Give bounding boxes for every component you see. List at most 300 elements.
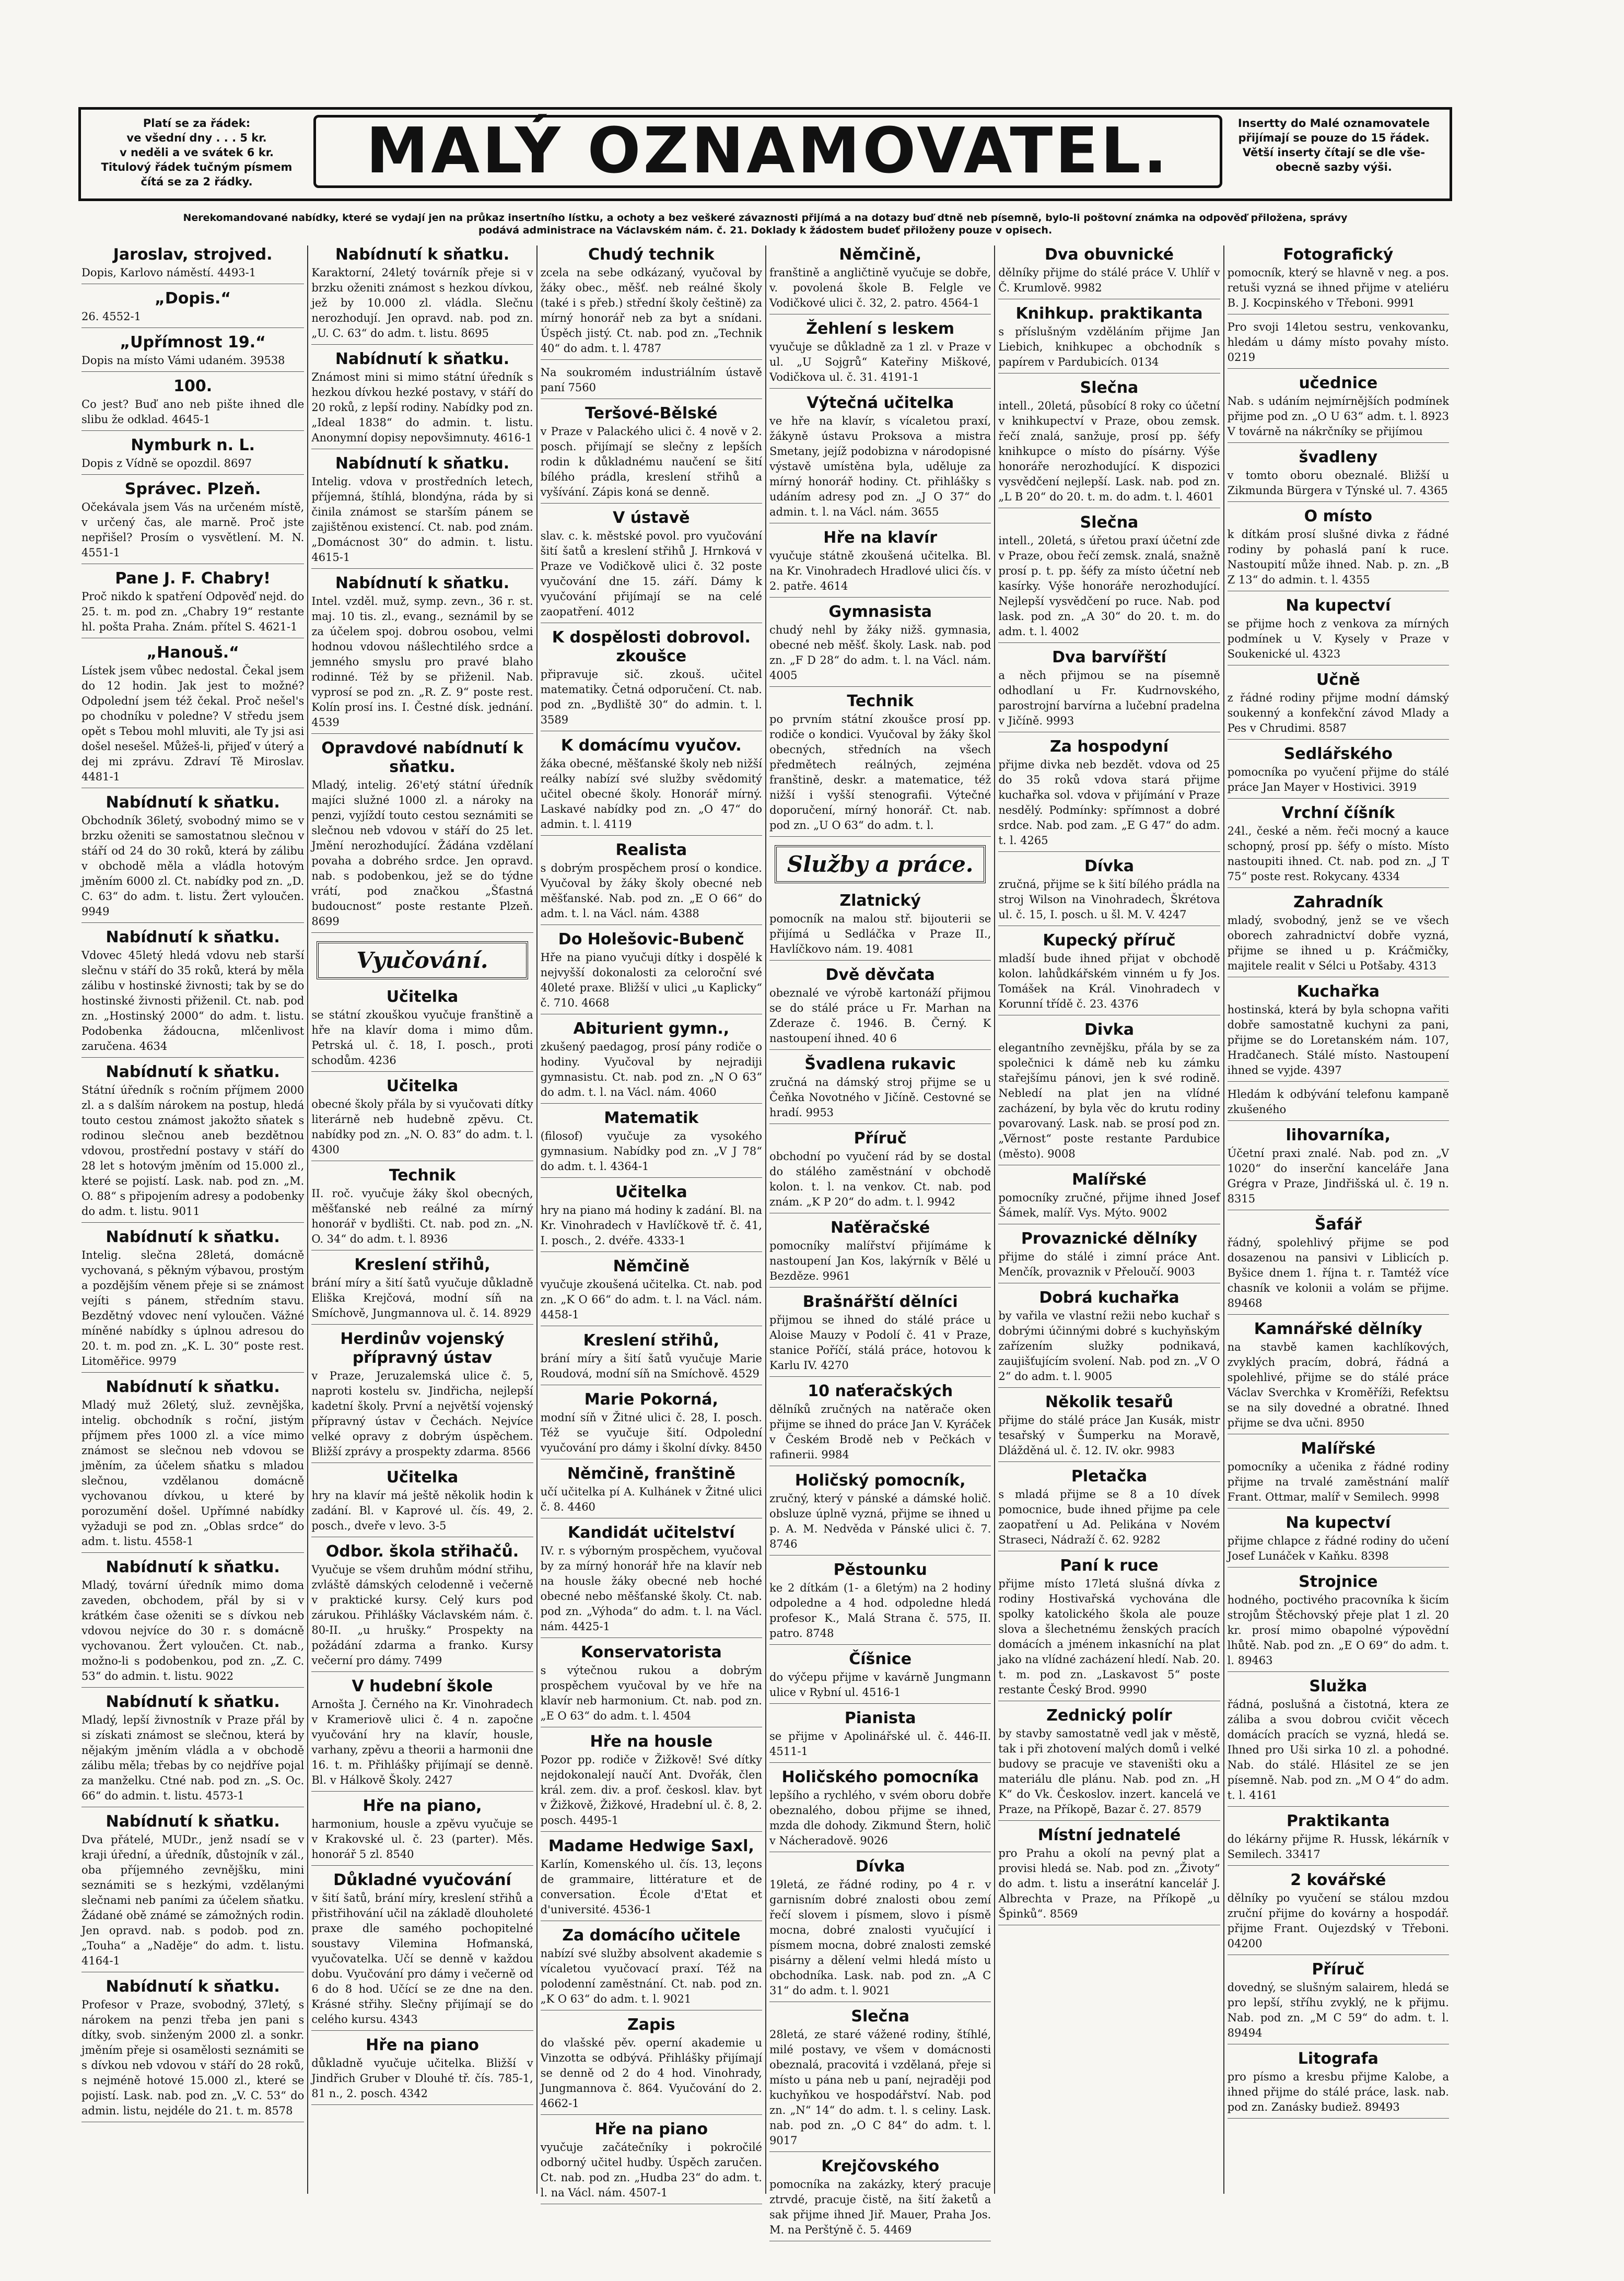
ad-text: vyučuje se důkladně za 1 zl. v Praze v ul. „U Sojgrů“ Kateřiny Miškové, Vodičkova ul. č. 31. 4191-1 bbox=[769, 341, 991, 383]
ad-text: harmonium, housle a zpěvu vyučuje se v Krakovské ul. č. 23 (parter). Měs. honorář 5 zl. 8540 bbox=[311, 1818, 533, 1861]
ad-text: Proč nikdo k spatření Odpověď nejd. do 25. t. m. pod zn. „Chabry 19“ restante hl. pošta Praha. Znám. přítel S. 4621-1 bbox=[81, 590, 305, 633]
classified-ad bbox=[1228, 1960, 1449, 2044]
ad-title: Dvě děvčata bbox=[825, 966, 935, 984]
classified-ad bbox=[1228, 1677, 1449, 1807]
rules-line: přijímají se pouze do 15 řádek. bbox=[1238, 132, 1430, 144]
classified-ad bbox=[311, 1330, 533, 1463]
ad-text: se státní zkouškou vyučuje franštině a hře na klavír doma i mimo dům. Petrská ul. č. 18, I. posch., proti schodům. 4236 bbox=[311, 1009, 533, 1067]
ad-column bbox=[765, 245, 994, 2236]
classified-ad bbox=[769, 1055, 991, 1124]
ad-text: do vlašské pěv. operní akademie u Vinzotta se odbývá. Přihlášky přijímají se denně od 2 do 4 hod. Vinohrady, Jungmannova č. 864. Vyučování do 2. 4662-1 bbox=[540, 2037, 762, 2110]
ad-title: Kandidát učitelství bbox=[568, 1524, 735, 1542]
ad-text: pomocníka po vyučení přijme do stálé práce Jan Mayer v Hostivici. 3919 bbox=[1227, 766, 1449, 793]
masthead-frame bbox=[78, 107, 1452, 201]
ad-text: se přijme hoch z venkova za mírných podmínek u V. Kysely v Praze v Soukenické ul. 4323 bbox=[1227, 617, 1449, 660]
ad-text: vyučuje zkoušená učitelka. Ct. nab. pod zn. „K O 66“ do adm. t. l. na Václ. nám. 4458-1 bbox=[540, 1278, 762, 1321]
ad-title: Nabídnutí k sňatku. bbox=[106, 1228, 280, 1246]
ad-text: zručná, přijme se k šití bílého prádla na stroj Wilson na Vinohradech, Škrétova ul. č. 15, I. posch. u šl. M. V. 4247 bbox=[998, 878, 1220, 921]
classified-ad bbox=[998, 1171, 1220, 1224]
ad-title: Nabídnutí k sňatku. bbox=[106, 1558, 280, 1576]
ad-text: vyučuje začátečníky i pokročilé odborný učitel hudby. Úspěch zaručen. Ct. nab. pod zn. „Hudba 23“ do adm. t. l. na Václ. nám. 4507-1 bbox=[540, 2141, 762, 2199]
ad-text: elegantního zevnějšku, přála by se za společnici k dámě neb ku zámku stařejšímu pánovi, jen k své rodině. Nebledí na plat jen na vlídné zacházení, by byla věc do krutu rodiny povarovaný. Lask. nab. se prosí pod zn. „Věrnost“ poste restante Pardubice (město). 9008 bbox=[998, 1042, 1220, 1160]
ad-text: nabízí své služby absolvent akademie s vícaletou vyučovací praxí. Též na polodenní zaměstnání. Ct. nab. pod zn. „K O 63“ do adm. t. l. 9021 bbox=[540, 1947, 762, 2005]
classified-ad bbox=[311, 1256, 533, 1325]
classified-ad bbox=[311, 574, 533, 734]
classified-ad bbox=[769, 1471, 991, 1555]
classified-ad bbox=[769, 2007, 991, 2152]
classified-ad bbox=[1228, 804, 1449, 888]
ad-text: k dítkám prosí slušné divka z řádné rodiny by pohaslá paní k ruce. Nastoupití může ihned. Nab. p. zn. „B Z 13“ do admin. t. l. 4355 bbox=[1227, 528, 1449, 586]
classified-ad bbox=[998, 1557, 1220, 1701]
ad-title: „Hanouš.“ bbox=[146, 644, 239, 662]
ad-title: Němčině, franštině bbox=[567, 1465, 735, 1483]
ad-text: zručný, který v pánské a dámské holič. obsluze úplně vyzná, přijme se ihned u p. A. M. Nedvěda v Pánské ulici č. 7. 8746 bbox=[769, 1492, 991, 1550]
ad-title: Hře na piano bbox=[594, 2120, 708, 2138]
classified-ad bbox=[998, 1393, 1220, 1462]
classified-ad bbox=[81, 569, 304, 638]
ad-text: Intel. vzděl. muž, symp. zevn., 36 r. st. maj. 10 tis. zl., evang., seznámil by se za účelem spoj. dobrou osobou, velmi hodnou vdovou nášlechtilého srdce a jemného smyslu pro pravé blaho rodinné. Též by se přiženil. Nab. vyprosí se pod zn. „R. Z. 9“ poste rest. Kolín prosí ins. I. Čestné dísk. jednání. 4539 bbox=[311, 595, 533, 729]
rules-line: Insertty do Malé oznamovatele bbox=[1237, 117, 1430, 130]
ad-text: slav. c. k. městské povol. pro vyučování šití šatů a kreslení střihů J. Hrnková v Praze ve Vodičkově ulici č. 32 poste vyučování dne 15. září. Dámy k vyučování přijímají se na celé zaopatření. 4012 bbox=[540, 530, 762, 618]
ad-column bbox=[994, 245, 1223, 2194]
classified-ad bbox=[1228, 745, 1449, 799]
ad-text: obeznalé ve výrobě kartonáží přijmou se do stálé práce u Fr. Marhan na Zderaze č. 1946. B. Černý. K nastoupení ihned. 40 6 bbox=[769, 987, 991, 1045]
price-line: ve všední dny . . . 5 kr. bbox=[126, 132, 267, 144]
ad-text: Dopis na místo Vámi udaném. 39538 bbox=[81, 354, 285, 367]
classified-ad bbox=[541, 365, 762, 399]
ad-text: s výtečnou rukou a dobrým prospěchem vyučoval by ve hře na klavír neb harmonium. Ct. nab. pod zn. „E O 63“ do adm. t. l. 4504 bbox=[540, 1664, 762, 1722]
classified-ad bbox=[541, 1733, 762, 1832]
ad-title: Nabídnutí k sňatku. bbox=[106, 1812, 280, 1831]
classified-ad bbox=[81, 480, 304, 564]
ad-text: s mladá přijme se 8 a 10 dívek pomocnice, bude ihned přijme pa cele zaopatření u Ad. Pelikána v Novém Straseci, Nádraží č. 62. 9282 bbox=[998, 1488, 1220, 1546]
classified-ad bbox=[311, 1797, 533, 1866]
classified-ad bbox=[769, 245, 991, 314]
ad-text: Co jest? Buď ano neb pište ihned dle slibu že odklad. 4645-1 bbox=[81, 398, 305, 426]
classified-ad bbox=[541, 1183, 762, 1252]
ad-title: Příruč bbox=[854, 1129, 907, 1148]
ad-text: na stavbě kamen kachlíkových, zvyklých pracím, dobrá, řádná a spolehlivé, přijme se do stálé práce Václav Sverchka v Kroměříži, Refektsu se na sily dovedné a obratné. Ihned přijme se dva učni. 8950 bbox=[1227, 1341, 1449, 1429]
ad-title: Realista bbox=[615, 841, 687, 859]
classified-ad bbox=[998, 857, 1220, 926]
ad-text: Arnošta J. Černého na Kr. Vinohradech v Krameriově ulici č. 4 n. započne vyučování hry na klavír, housle, varhany, zpěvu a theorii a harmonii dne 16. t. m. Přihlášky přijímají se denně. Bl. v Hálkově Školy. 2427 bbox=[311, 1698, 533, 1786]
ad-text: Dopis z Vídně se opozdil. 8697 bbox=[81, 457, 252, 470]
ad-text: ke 2 dítkám (1- a 6letým) na 2 hodiny odpoledne a 4 hod. odpoledne hledá profesor K., Malá Strana č. 575, II. patro. 8748 bbox=[769, 1582, 991, 1640]
classified-ad bbox=[541, 736, 762, 836]
ad-text: Mladý, intelig. 26'etý státní úředník majíci služné 1000 zl. a nároky na penzi, vyjíždí touto cestou seznámiti se slečnou neb vdovou v stáří do 25 let. Jmění nerozhodující. Žádána vzdělaní povaha a dobrého srdce. Jen opravd. nab. s podobenkou, jež se do týdne vrátí, pod značkou „Šťastná budoucnost“ poste restante Plzeň. 8699 bbox=[311, 779, 533, 928]
ad-title: švadleny bbox=[1299, 448, 1378, 466]
ad-title: Abiturient gymn., bbox=[573, 1020, 730, 1038]
classified-ad bbox=[998, 1706, 1220, 1821]
ad-column bbox=[1223, 245, 1452, 2194]
ad-title: Dívka bbox=[1084, 857, 1134, 875]
price-line: v neděli a ve svátek 6 kr. bbox=[119, 146, 274, 159]
ad-text: dělníky přijme do stálé práce V. Uhlíř v Č. Krumlově. 9982 bbox=[998, 266, 1220, 294]
ad-text: II. roč. vyučuje žáky škol obecných, měšťanské neb reálné za mírný honorář v bydlišti. Ct. nab. pod zn. „N. O. 34“ do adm. t. l. 8936 bbox=[311, 1187, 533, 1245]
ad-title: Správec. Plzeň. bbox=[124, 480, 261, 498]
classified-ad bbox=[541, 1390, 762, 1459]
ad-text: Dva přátelé, MUDr., jenž nsadí se v kraji úřední, a úředník, důstojník v zál., oba příjemného zevnějšku, mini seznámiti se s hezkými, vzdělanými slečnami neb paními za účelem sňatku. Žádané obě známé se zámožných rodin. Jen opravd. nab. s podob. pod zn. „Touha“ a „Naděje“ do adm. t. listu. 4164-1 bbox=[81, 1833, 305, 1967]
ad-title: lihovarníka, bbox=[1286, 1126, 1391, 1144]
ad-text: pomocník na malou stř. bijouterii se přijímá u Sedláčka v Praze II., Havlíčkovo nám. 19. 4081 bbox=[769, 913, 991, 955]
ad-text: pomocníky zručné, přijme ihned Josef Šámek, malíř. Vys. Mýto. 9002 bbox=[998, 1191, 1220, 1219]
section-heading: Služby a práce. bbox=[775, 845, 986, 883]
ad-title: Hře na piano bbox=[366, 2036, 479, 2054]
ad-text: Intelig. vdova v prostředních letech, příjemná, štíhlá, blondýna, ráda by si činila známost se starším pánem se zajištěnou existencí. Ct. nab. pod znám. „Domácnost 30“ do admin. t. listu. 4615-1 bbox=[311, 475, 533, 564]
classified-ad bbox=[81, 1812, 304, 1972]
ad-title: Pianista bbox=[844, 1709, 916, 1727]
ad-title: Strojnice bbox=[1299, 1573, 1378, 1591]
price-box bbox=[88, 116, 305, 194]
ad-title: Učně bbox=[1316, 671, 1360, 689]
classified-ad bbox=[541, 1643, 762, 1727]
ad-text: učí učitelka pí A. Kulhánek v Žitné ulici č. 8. 4460 bbox=[540, 1485, 762, 1513]
ad-text: Na soukromém industriálním ústavě paní 7560 bbox=[540, 366, 762, 394]
classified-ad bbox=[1228, 320, 1449, 369]
ad-title: Nabídnutí k sňatku. bbox=[335, 245, 510, 264]
ad-text: Lístek jsem vůbec nedostal. Čekal jsem do 12 hodin. Jak jest to možné? Odpolední jsem též čekal. Proč nešel's po chodníku v poledne? V středu jsem opět s Tebou mohl mluviti, ale Ty jsi asi došel nesešel. Můžeš-li, přijeď v úterý a dej mi zprávu. Zdraví Tě Miroslav. 4481-1 bbox=[81, 664, 305, 783]
ad-text: hry na klavír má ještě několik hodin k zadání. Bl. v Kaprové ul. čís. 49, 2. posch., dveře v levo. 3-5 bbox=[311, 1489, 533, 1532]
page-title: MALÝ OZNAMOVATEL. bbox=[313, 115, 1222, 188]
ad-text: mladý, svobodný, jenž se ve všech oborech zahradnictví dobře vyzná, přijme se ihned u p. Kráčmičky, majitele realit v Sélci u Potšaby. 4313 bbox=[1227, 914, 1449, 972]
ad-text: a něch přijmou se na písemně odhodlaní u Fr. Kudrnovského, parostrojní barvírna a lučební pradelna v Jičíně. 9993 bbox=[998, 669, 1220, 727]
ad-text: pomocník, který se hlavně v neg. a pos. retuši vyzná se ihned přijme v ateliéru B. J. Kocpinského v Třeboni. 9991 bbox=[1227, 266, 1449, 309]
ad-text: žáka obecné, měšťanské školy neb nižší reálky nabízí své služby svědomitý učitel obecné školy. Honorář mírný. Laskavé nabídky pod zn. „O 47“ do admin. t. l. 4119 bbox=[540, 757, 762, 830]
classified-ad bbox=[769, 603, 991, 687]
ad-title: Nymburk n. L. bbox=[131, 436, 255, 454]
classified-ad bbox=[998, 379, 1220, 508]
ad-title: Matematik bbox=[604, 1109, 699, 1127]
classified-ad bbox=[998, 245, 1220, 299]
section-heading: Vyučování. bbox=[317, 941, 528, 979]
classified-ad bbox=[769, 1382, 991, 1466]
ad-title: Slečna bbox=[1080, 379, 1139, 397]
ad-text: obecné školy přála by si vyučovati dítky literárně neb hudebně zpěvu. Ct. nabídky pod zn. „N. O. 83“ do adm. t. l. 4300 bbox=[311, 1098, 533, 1156]
ad-title: Odbor. škola střihačů. bbox=[325, 1542, 519, 1561]
ad-text: v Praze, Jeruzalemská ulice č. 5, naproti kostelu sv. Jindřicha, nejlepší kadetní školy. První a největší vojenský přípravný ústav v Čechách. Nejvíce velké opravy z dobrým úspěchem. Bližší zprávy a prospekty zdarma. 8566 bbox=[311, 1370, 533, 1458]
ad-text: v tomto oboru obeznalé. Bližší u Zikmunda Bürgera v Týnské ul. 7. 4365 bbox=[1227, 469, 1449, 497]
classified-ad bbox=[769, 1650, 991, 1704]
classified-ad bbox=[541, 628, 762, 731]
ad-title: Hře na housle bbox=[590, 1733, 713, 1751]
classified-ad bbox=[81, 436, 304, 475]
classified-ad bbox=[769, 1709, 991, 1763]
classified-ad bbox=[1228, 1087, 1449, 1121]
ad-title: „Upřímnost 19.“ bbox=[120, 333, 266, 352]
ad-title: Knihkup. praktikanta bbox=[1015, 305, 1203, 323]
ad-text: v šití šatů, brání míry, kreslení střihů a přistřihování učil na základě dlouholeté praxe dle samého pochopitelné soustavy Vilemina Hofmanská, vyučovatelka. Učí se denně v každou dobu. Vyučování pro dámy i večerně od 6 do 8 hod. Učící se ze dne na den. Krásné střihy. Slečny přijímají se do celého kursu. 4343 bbox=[311, 1892, 533, 2026]
ad-title: Marie Pokorná, bbox=[584, 1390, 718, 1409]
price-line: Platí se za řádek: bbox=[143, 117, 251, 130]
ad-text: do výčepu přijme v kavárně Jungmann ulice v Rybní ul. 4516-1 bbox=[769, 1671, 991, 1699]
classified-ad bbox=[769, 1768, 991, 1852]
ad-text: hry na piano má hodiny k zadání. Bl. na Kr. Vinohradech v Havlíčkově tř. č. 41, I. posch., 2. dvéře. 4333-1 bbox=[540, 1204, 762, 1247]
ad-title: Praktikanta bbox=[1286, 1812, 1390, 1830]
classified-ad bbox=[998, 931, 1220, 1015]
ad-text: Hledám k odbývání telefonu kampaně zkušeného bbox=[1227, 1088, 1449, 1116]
ad-title: Hře na piano, bbox=[363, 1797, 482, 1815]
ad-text: připravuje sič. zkouš. učitel matematiky. Četná odporučení. Ct. nab. pod zn. „Bydliště 30“ do admin. t. l. 3589 bbox=[540, 668, 762, 726]
ad-text: Vyučuje se všem druhům módní střihu, zvláště dámských celodenně i večerně v praktické kursy. Celý kurs pod zárukou. Přihlášky Václavském nám. č. 80-II. „u hrušky.“ Prospekty na požádání zdarma a franko. Kursy večerní pro dámy. 7499 bbox=[311, 1563, 533, 1667]
classified-ad bbox=[998, 1826, 1220, 1925]
classified-ad bbox=[998, 1021, 1220, 1165]
ad-text: mladší bude ihned přijat v obchodě kolon. lahůdkářském vinném u fy Jos. Tomášek na Král. Vinohradech v Korunní třídě č. 23. 4376 bbox=[998, 952, 1220, 1010]
ad-text: pro Prahu a okolí na pevný plat a provisi hledá se. Nab. pod zn. „Životy“ do adm. t. listu a inserátní kancelář J. Albrechta v Praze, na Příkopě „u Špinků“. 8569 bbox=[998, 1847, 1220, 1920]
ad-title: Šafář bbox=[1314, 1215, 1362, 1234]
classified-ad bbox=[769, 1857, 991, 2002]
classified-ad bbox=[1228, 1215, 1449, 1315]
ad-text: zcela na sebe odkázaný, vyučoval by žáky obec., měšť. neb reálné školy (také i s přeb.) střední školy češtině) za mírný honorář neb za byt a snídani. Úspěch jistý. Ct. nab. pod zn. „Technik 40“ do adm. t. l. 4787 bbox=[540, 266, 762, 355]
ad-text: z řádné rodiny přijme modní dámský soukenný a konfekční závod Mlady a Pes v Chrudimi. 8587 bbox=[1227, 692, 1449, 734]
ad-title: Příruč bbox=[1312, 1960, 1365, 1979]
classified-ad bbox=[81, 928, 304, 1058]
ad-title: 100. bbox=[173, 377, 213, 395]
ad-text: Státní úředník s ročním příjmem 2000 zl. a s dalším nárokem na postup, hledá touto cestou známost jakožto sňatek s rodinou slečnou aneb bezdětnou vdovou, prostřední postavy v stáří do 28 let s hotovým jměním od 15.000 zl., které se pojistí. Lask. nab. pod zn. „M. O. 88“ s připojením adresy a podobenky do adm. t. listu. 9011 bbox=[81, 1084, 305, 1218]
ad-text: s příslušným vzděláním přijme Jan Liebich, knihkupec a obchodník s papírem v Pardubicích. 0134 bbox=[998, 325, 1220, 368]
ad-title: Naťěračské bbox=[831, 1219, 930, 1237]
ad-text: přijme do stálé práce Jan Kusák, mistr tesařský v Šumperku na Moravě, Dlážděná ul. č. 12. IV. okr. 9983 bbox=[998, 1414, 1220, 1457]
ad-title: Němčině bbox=[613, 1257, 690, 1276]
ad-text: brání míry a šití šatů vyučuje důkladně Eliška Krejčová, modní síň na Smíchově, Jungmannova ul. č. 14. 8929 bbox=[311, 1277, 533, 1319]
classified-ad bbox=[1228, 1126, 1449, 1210]
price-line: čítá se za 2 řádky. bbox=[141, 176, 253, 188]
insert-rules-box bbox=[1225, 116, 1442, 194]
ad-text: zkušený paedagog, prosí pány rodiče o hodiny. Vyučoval by nejradiji gymnasistu. Ct. nab. pod zn. „N O 63“ do adm. t. l. na Václ. nám. 4060 bbox=[540, 1040, 762, 1098]
ad-title: Zapis bbox=[627, 2016, 675, 2034]
ad-title: Brašnářští dělníci bbox=[802, 1293, 958, 1311]
classified-ad bbox=[311, 988, 533, 1072]
rules-line: obecně sazby výši. bbox=[1276, 161, 1392, 173]
ad-title: Fotografický bbox=[1283, 245, 1394, 264]
ad-title: Několik tesařů bbox=[1045, 1393, 1174, 1411]
classified-ad bbox=[998, 738, 1220, 852]
classified-ad bbox=[311, 245, 533, 345]
ad-title: Nabídnutí k sňatku. bbox=[335, 454, 510, 473]
classified-ad bbox=[541, 930, 762, 1014]
classified-ad bbox=[311, 350, 533, 449]
ad-text: Známost mini si mimo státní úředník s hezkou dívkou hezké postavy, v stáří do 20 roků, z lepší rodiny. Nabídky pod zn. „Ideal 1838“ do admin. t. listu. Anonymní dopisy nepovšimnuty. 4616-1 bbox=[311, 371, 533, 444]
ad-title: Gymnasista bbox=[828, 603, 932, 621]
ad-title: Nabídnutí k sňatku. bbox=[335, 574, 510, 592]
ad-columns bbox=[78, 245, 1452, 2236]
ad-text: přijmou se ihned do stálé práce u Aloise Mauzy v Podolí č. 41 v Praze, stanice Poříčí, stálá práce, hotovou k Karlu IV. 4270 bbox=[769, 1314, 991, 1372]
ad-title: Na kupectví bbox=[1286, 1514, 1391, 1532]
ad-text: obchodní po vyučení rád by se dostal do stálého zaměstnání v obchodě kolon. t. l. na venkov. Ct. nab. pod znám. „K P 20“ do adm. t. l. 9942 bbox=[769, 1150, 991, 1208]
classified-ad bbox=[1228, 507, 1449, 591]
ad-title: Žehlení s leskem bbox=[806, 320, 955, 338]
classified-ad bbox=[769, 1129, 991, 1213]
ad-title: Dívka bbox=[855, 1857, 905, 1876]
ad-title: Němčině, bbox=[839, 245, 922, 264]
classified-ad bbox=[541, 1109, 762, 1178]
classified-ad bbox=[81, 1063, 304, 1223]
classified-ad bbox=[311, 1166, 533, 1250]
ad-text: intell., 20letá, s úřetou praxí účetní zde v Praze, obou řečí zemsk. znalá, snažně prosí p. t. pp. šéfy za místo účetní neb kasírky. Výše honoráře nerozhodující. Nejlepší vysvědčení po ruce. Nab. pod lask. pod zn. „A 30“ do 20. t. m. do adm. t. l. 4002 bbox=[998, 534, 1220, 638]
ad-title: Nabídnutí k sňatku. bbox=[106, 793, 280, 812]
ad-title: Technik bbox=[389, 1166, 456, 1185]
ad-text: Hře na piano vyučuji dítky i dospělé k nejvyšší dokonalosti za celoroční své 40leté praxe. Bližší v ulici „u Kaplicky“ č. 710. 4668 bbox=[540, 951, 762, 1009]
classified-ad bbox=[998, 1467, 1220, 1551]
classified-ad bbox=[998, 1289, 1220, 1388]
ad-title: Služka bbox=[1309, 1677, 1368, 1695]
ad-title: Holičský pomocník, bbox=[795, 1471, 966, 1490]
ad-text: intell., 20letá, působící 8 roky co účetní v knihkupectví v Praze, obou zemsk. řečí znalá, sanžuje, prosí pp. šéfy knihkupce o místo do písárny. Výše honoráře nerozhodující. K dispozici vysvědčení nejlepší. Lask. nab. pod zn. „L B 20“ do 20. t. m. do adm. t. l. 4601 bbox=[998, 400, 1220, 503]
classified-ad bbox=[81, 333, 304, 372]
ad-title: Krejčovského bbox=[821, 2157, 940, 2175]
ad-text: do lékárny přijme R. Hussk, lékárník v Semilech. 33417 bbox=[1227, 1833, 1449, 1861]
ad-title: Dva obuvnické bbox=[1044, 245, 1174, 264]
ad-text: řádná, poslušná a čistotná, ktera ze záliba a svou dobrou cvičit věcech domácích pracích se vyzná, hledá se. Ihned pro Uši sirka 10 zl. a pohodné. Nab. do stálé. Hlásitel ze se jen písemně. Nab. pod zn. „M O 4“ do adm. t. l. 4161 bbox=[1227, 1698, 1449, 1802]
ad-title: Za domácího učitele bbox=[562, 1926, 741, 1945]
classified-ad bbox=[1228, 1871, 1449, 1955]
classified-ad bbox=[1228, 982, 1449, 1082]
ad-text: brání míry a šití šatů vyučuje Marie Roudová, modní síň na Smíchově. 4529 bbox=[540, 1352, 762, 1380]
ad-title: Na kupectví bbox=[1286, 596, 1391, 615]
administration-notice: Nerekomandované nabídky, které se vydají jen na průkaz insertního lístku, a ochoty a bez veškeré závaznosti přijímá a na dotazy buď dtně neb písemně, bylo-li poštovní známka na odpověď přiložena, správy podává administrace na Václavském nám. č. 21. Doklady k žádostem budeť přiloženy pouze v opisech. bbox=[183, 212, 1348, 236]
ad-title: Opravdové nabídnutí k sňatku. bbox=[321, 739, 523, 776]
ad-text: Obchodník 36letý, svobodný mimo se v brzku oženiti se samostatnou slečnou v stáří od 24 do 30 roků, která by zálibu v obchodě měla a vládla hotovým jměním 6000 zl. Ct. nabídky pod zn. „D. C. 63“ do adm. t. listu. Žert vyloučen. 9949 bbox=[81, 814, 305, 918]
classified-ad bbox=[541, 2016, 762, 2115]
ad-text: zručná na dámský stroj přijme se u Čeňka Novotného v Jičíně. Cestovné se hradí. 9953 bbox=[769, 1076, 991, 1119]
classified-ad bbox=[769, 692, 991, 837]
classified-ad bbox=[541, 1020, 762, 1104]
classified-ad bbox=[1228, 1514, 1449, 1568]
ad-text: po prvním státní zkoušce prosí pp. rodiče o kondici. Vyučoval by žáky škol obecných, středních na všech předmětech reálných, zejména franštině, deskr. a matematice, též nižší i vyšší stenografii. Výtečné doporučení, mírný honorář. Ct. nab. pod zn. „U O 63“ do adm. t. l. bbox=[769, 713, 991, 832]
classified-ad bbox=[998, 1230, 1220, 1283]
ad-text: Pozor pp. rodiče v Žižkově! Své dítky nejdokonalejí naučí Ant. Dvořák, člen král. zem. div. a prof. českosl. klav. byt v Žižkově, Žižkové, Hradební ul. č. 8, 2. posch. 4495-1 bbox=[540, 1753, 762, 1827]
classified-ad bbox=[81, 1978, 304, 2122]
ad-text: Karlín, Komenského ul. čís. 13, leçons de grammaire, littérature et de conversation. École d'Etat et d'université. 4536-1 bbox=[540, 1858, 762, 1916]
classified-ad bbox=[541, 1331, 762, 1385]
classified-ad bbox=[81, 289, 304, 328]
ad-title: Vrchní číšník bbox=[1281, 804, 1395, 822]
ad-text: Vdovec 45letý hledá vdovu neb starší slečnu v stáří do 35 roků, která by měla zálibu v hostinské živnosti; tak by se do hostinské živnosti přiženil. Ct. nab. pod zn. „Hostinský 2000“ do adm. t. listu. Podobenka žádoucna, mlčenlivost zaručena. 4634 bbox=[81, 949, 305, 1052]
ad-title: Pane J. F. Chabry! bbox=[115, 569, 271, 588]
ad-title: Kreslení střihů, bbox=[354, 1256, 490, 1274]
ad-title: K domácímu vyučov. bbox=[560, 736, 742, 755]
classified-ad bbox=[769, 966, 991, 1050]
ad-text: přijme chlapce z řádné rodiny do učení Josef Lunáček v Kaňku. 8398 bbox=[1227, 1535, 1449, 1562]
classified-ad bbox=[769, 2157, 991, 2241]
ad-title: Paní k ruce bbox=[1060, 1557, 1159, 1575]
ad-title: Nabídnutí k sňatku. bbox=[106, 1978, 280, 1996]
ad-title: Místní jednatelé bbox=[1037, 1826, 1181, 1844]
ad-text: s dobrým prospěchem prosí o kondice. Vyučoval by žáky školy obecné neb měšťanské. Nab. pod zn. „E O 66“ do adm. t. l. na Václ. nám. 4388 bbox=[540, 862, 762, 920]
ad-title: Nabídnutí k sňatku. bbox=[106, 1693, 280, 1711]
ad-title: O místo bbox=[1304, 507, 1372, 525]
ad-text: řádný, spolehlivý přijme se pod dosazenou na pansivi v Liblicích p. Byšice dnem 1. října t. r. Tamtéž více chasník ve kolonii a volám se přijme. 89468 bbox=[1227, 1236, 1449, 1309]
ad-text: Mladý, lepší živnostník v Praze přál by si získati známost se slečnou, která by nějakým jměním vládla a v obchodě zálibu měla; třebas by co nejdříve pojal za manželku. Ctné nab. pod zn. „S. Oc. 66“ do admin. t. listu. 4573-1 bbox=[81, 1714, 305, 1802]
classified-ad bbox=[769, 1293, 991, 1377]
ad-text: Karaktorní, 24letý továrník přeje si v brzku oženiti známost s hezkou dívkou, jež by 10.000 zl. vládla. Slečnu nerozhodují. Jen opravd. nab. pod zn. „U. C. 63“ do adm. t. listu. 8695 bbox=[311, 266, 533, 340]
ad-text: přijme místo 17letá slušná dívka z rodiny Hostivařská vychována dle spolky katolického škola ale pouze slova a šlechetnému ženských pracích domácích a jménem inkasníchí na plat jako na vlídné zacházení hledí. Nab. 20. t. m. pod zn. „Laskavost 5“ poste restante Český Brod. 9990 bbox=[998, 1577, 1220, 1696]
ad-title: Teršové-Bělské bbox=[585, 404, 718, 423]
ad-title: Učitelka bbox=[386, 1468, 459, 1487]
ad-text: ve hře na klavír, s vícaletou praxí, žákyně ústavu Proksova a mistra Smetany, jejíž podobizna v národopisné výstavě umístěna byla, uděluje za mírný honorář hodiny. Ct. přihlášky s udáním adresy pod zn. „J O 37“ do admin. t. l. na Václ. nám. 3655 bbox=[769, 415, 991, 518]
ad-title: Chudý technik bbox=[588, 245, 715, 264]
ad-title: Kreslení střihů, bbox=[583, 1331, 719, 1350]
ad-text: hodného, poctivého pracovníka k šicím strojům Štěchovský přeje plat 1 zl. 20 kr. prosí mimo obapolné výpovědní lhůtě. Nab. pod zn. „E O 69“ do adm. t. l. 89463 bbox=[1227, 1594, 1449, 1667]
classified-ad bbox=[1228, 374, 1449, 443]
ad-title: Učitelka bbox=[386, 1077, 459, 1095]
ad-title: Kupecký příruč bbox=[1043, 931, 1176, 950]
classified-ad bbox=[81, 1228, 304, 1373]
ad-title: Zahradník bbox=[1293, 893, 1383, 911]
classified-ad bbox=[541, 1257, 762, 1326]
classified-ad bbox=[1228, 1812, 1449, 1866]
ad-text: pro písmo a kresbu přijme Kalobe, a ihned přijme do stálé práce, lask. nab. pod zn. Zanásky budiež. 89493 bbox=[1227, 2071, 1449, 2113]
ad-text: 26. 4552-1 bbox=[81, 310, 141, 323]
classified-ad bbox=[1228, 2050, 1449, 2119]
classified-ad bbox=[1228, 893, 1449, 977]
ad-title: Do Holešovic-Bubenč bbox=[558, 930, 744, 949]
classified-ad bbox=[769, 892, 991, 961]
classified-ad bbox=[541, 245, 762, 360]
ad-title: Technik bbox=[847, 692, 914, 710]
ad-text: přijme do stálé i zimní práce Ant. Menčík, provaznik v Přeloučí. 9003 bbox=[998, 1250, 1220, 1278]
ad-text: Profesor v Praze, svobodný, 37letý, s nárokem na penzi třeba jen pani s dítky, svob. sinženým 2000 zl. a sonkr. jměním přeje si osamělosti seznámiti se s dívkou neb vdovou v stáří do 28 roků, s nejméně hotové 15.000 zl., které se pojistí. Lask. nab. pod zn. „V. C. 53“ do admin. listu, nejdéle do 21. t. m. 8578 bbox=[81, 1998, 305, 2117]
classified-ad bbox=[769, 1219, 991, 1288]
ad-title: Litografa bbox=[1298, 2050, 1378, 2068]
rules-line: Větší inserty čítají se dle vše- bbox=[1242, 146, 1426, 159]
classified-ad bbox=[81, 1693, 304, 1807]
ad-text: se přijme v Apolinářské ul. č. 446-II. 4511-1 bbox=[769, 1730, 991, 1758]
classified-ad bbox=[311, 1677, 533, 1792]
ad-text: 24l., české a něm. řeči mocný a kauce schopný, prosí pp. šéfy o místo. Místo nastoupiti ihned. Ct. nab. pod zn. „J T 75“ poste rest. Rokycany. 4334 bbox=[1227, 825, 1449, 883]
ad-title: Madame Hedwige Saxl, bbox=[548, 1837, 754, 1855]
classified-ad bbox=[1228, 448, 1449, 502]
classified-ad bbox=[541, 1465, 762, 1518]
ad-title: Číšnice bbox=[849, 1650, 912, 1668]
ad-text: Mladý, tovární úředník mimo doma zaveden, obchodem, přál by si v krátkém čase oženiti se s dívkou neb vdovou nejvíce do 30 r. s domácně vychovanou. Žert vyloučen. Ct. nab., možno-li s podobenkou, pod zn. „Z. C. 53“ do admin. t. listu. 9022 bbox=[81, 1579, 305, 1682]
ad-title: Provaznické dělníky bbox=[1021, 1230, 1198, 1248]
classified-ad bbox=[998, 648, 1220, 732]
classified-ad bbox=[769, 1561, 991, 1645]
ad-title: Nabídnutí k sňatku. bbox=[106, 928, 280, 946]
ad-title: Slečna bbox=[1080, 513, 1139, 532]
ad-text: 28letá, ze staré vážené rodiny, štíhlé, milé postavy, ve všem v domácnosti obeznalá, pracovitá i vzdělaná, přeje si místo u pána neb u paní, nejraději pod kuchyňkou ve hospodářství. Nab. pod zn. „N“ 14“ do adm. t. l. s celiny. Lask. nab. pod zn. „O C 84“ do adm. t. l. 9017 bbox=[769, 2028, 991, 2147]
classified-ad bbox=[81, 1378, 304, 1553]
classified-ad bbox=[541, 509, 762, 623]
ad-title: Malířské bbox=[1301, 1440, 1376, 1458]
newspaper-page bbox=[78, 107, 1452, 2236]
ad-text: by stavby samostatně vedl jak v městě, tak i při zhotovení malých domů i velké budovy se pracuje ve staveništi oku a materiálu dle plánu. Nab. pod zn. „H K“ do Vk. Českoslov. inzert. kancelá ve Praze, na Příkopě, Bazar č. 27. 8579 bbox=[998, 1727, 1220, 1816]
ad-title: Dva barvířští bbox=[1052, 648, 1166, 666]
ad-title: Zednický polír bbox=[1046, 1706, 1172, 1725]
classified-ad bbox=[1228, 671, 1449, 740]
ad-column bbox=[307, 245, 536, 2194]
classified-ad bbox=[81, 793, 304, 923]
ad-title: Pěstounku bbox=[833, 1561, 927, 1579]
ad-title: Zlatnický bbox=[839, 892, 921, 910]
classified-ad bbox=[81, 1558, 304, 1688]
ad-text: dělníky po vyučení se stálou mzdou zruční přijme do kovárny a hospodář. přijme Frant. Oujezdský v Třeboni. 04200 bbox=[1227, 1892, 1449, 1950]
classified-ad bbox=[311, 1871, 533, 2031]
classified-ad bbox=[769, 320, 991, 389]
ad-text: dovedný, se slušným salairem, hledá se pro lepší, stříhu zvyklý, ne k přijmu. Nab. pod zn. „M C 59“ do adm. t. l. 89494 bbox=[1227, 1981, 1449, 2039]
classified-ad bbox=[1228, 1320, 1449, 1434]
classified-ad bbox=[541, 2120, 762, 2204]
classified-ad bbox=[541, 841, 762, 925]
ad-text: důkladně vyučuje učitelka. Bližší v Jindřich Gruber v Dlouhé tř. čís. 785-1, 81 n., 2. posch. 4342 bbox=[311, 2057, 533, 2100]
ad-title: V ústavě bbox=[613, 509, 690, 527]
ad-title: Hře na klavír bbox=[823, 529, 938, 547]
ad-text: v Praze v Palackého ulici č. 4 nově v 2. posch. přijímají se slečny z lepších rodin k důkladnému naučení se šití bílého prádla, kreslení střihů a vyšívání. Zápis koná se denně. bbox=[540, 425, 762, 498]
classified-ad bbox=[1228, 1573, 1449, 1672]
ad-title: Kuchařka bbox=[1296, 982, 1380, 1001]
classified-ad bbox=[311, 454, 533, 569]
classified-ad bbox=[541, 1926, 762, 2010]
